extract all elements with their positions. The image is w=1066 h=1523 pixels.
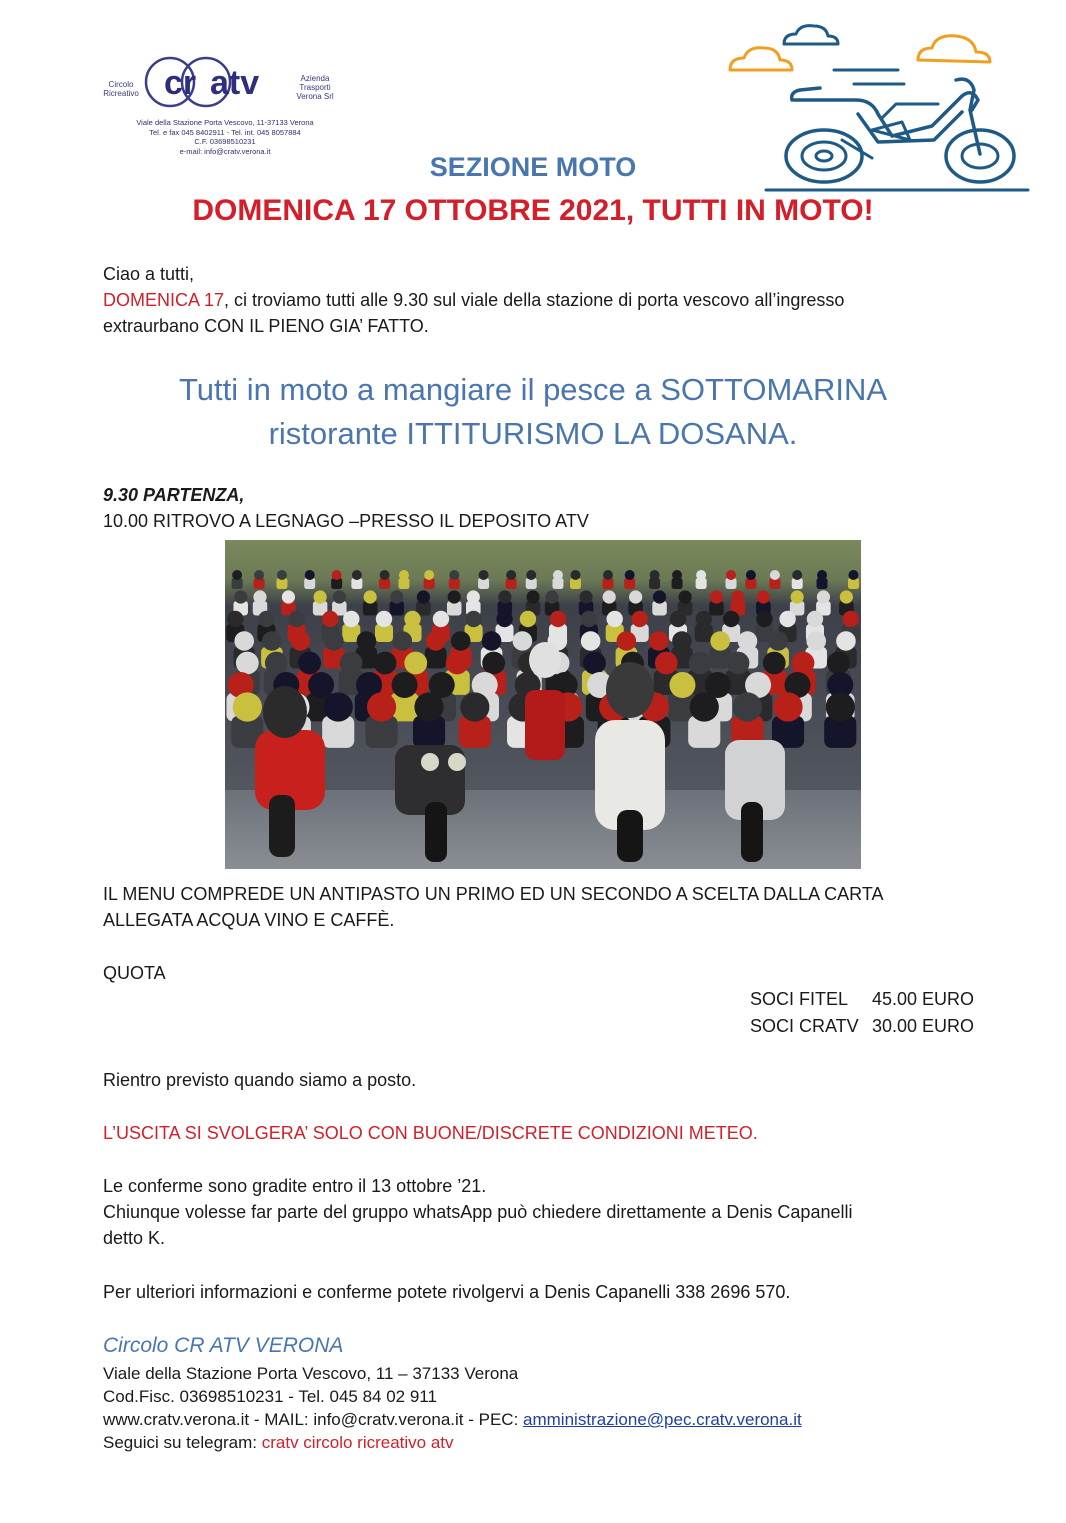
- rider-helmet: [227, 611, 243, 627]
- rider-helmet: [653, 590, 666, 603]
- rider-helmet: [417, 590, 430, 603]
- invite-block: [0, 368, 1066, 456]
- rider-helmet: [581, 631, 601, 651]
- rider-helmet: [669, 672, 695, 698]
- rider-helmet: [357, 631, 377, 651]
- rider-helmet: [308, 672, 334, 698]
- rider-helmet: [726, 570, 736, 580]
- rider-helmet: [367, 692, 396, 721]
- rider-helmet: [258, 611, 274, 627]
- rider-helmet: [526, 570, 536, 580]
- rider-helmet: [324, 692, 353, 721]
- rider-helmet: [426, 631, 446, 651]
- rider-helmet: [451, 631, 471, 651]
- rider-helmet: [496, 611, 512, 627]
- menu-line-1: IL MENU COMPREDE UN ANTIPASTO UN PRIMO ED UN SECONDO A SCELTA DALLA CARTA: [103, 884, 884, 904]
- rider-helmet: [482, 631, 502, 651]
- rider-helmet: [679, 590, 692, 603]
- rider-helmet: [629, 590, 642, 603]
- rider-helmet: [738, 631, 758, 651]
- rider-helmet: [352, 570, 362, 580]
- cratv-logo-mark: [144, 54, 294, 110]
- rider-helmet: [482, 652, 505, 675]
- rider-helmet: [446, 652, 469, 675]
- rider-helmet: [254, 570, 264, 580]
- rider-helmet: [236, 652, 259, 675]
- rider-helmet: [710, 631, 730, 651]
- rider-helmet: [842, 611, 858, 627]
- footer-address: Viale della Stazione Porta Vescovo, 11 – 37133 Verona: [103, 1364, 519, 1383]
- rider-helmet: [817, 590, 830, 603]
- rider-helmet: [340, 652, 363, 675]
- rider-helmet: [262, 631, 282, 651]
- info-line: Per ulteriori informazioni e conferme potete rivolgervi a Denis Capanelli 338 2696 570.: [103, 1282, 791, 1302]
- rider-helmet: [404, 611, 420, 627]
- rider-helmet: [655, 652, 678, 675]
- rider-helmet: [433, 611, 449, 627]
- logo-address-block: [100, 118, 350, 156]
- rider-helmet: [332, 570, 342, 580]
- quota-row-price: 45.00 EURO: [872, 989, 975, 1009]
- rider-helmet: [399, 570, 409, 580]
- rider-helmet: [817, 570, 827, 580]
- footer-codfisc: Cod.Fisc. 03698510231 - Tel. 045 84 02 911: [103, 1387, 437, 1406]
- rider-helmet: [253, 590, 266, 603]
- rider-helmet: [733, 692, 762, 721]
- rider-helmet: [723, 611, 739, 627]
- rider-helmet: [343, 611, 359, 627]
- rider-helmet: [282, 590, 295, 603]
- rider-helmet: [392, 672, 418, 698]
- telegram-channel-link[interactable]: cratv circolo ricreativo atv: [261, 1433, 454, 1452]
- rider-helmet: [731, 590, 744, 603]
- rider-helmet: [689, 652, 712, 675]
- rider-helmet: [305, 570, 315, 580]
- logo-word-trasporti: Trasporti: [299, 83, 331, 92]
- rider-helmet: [448, 590, 461, 603]
- rider-helmet: [333, 590, 346, 603]
- quota-row-who: SOCI FITEL: [750, 989, 849, 1009]
- menu-line-2: ALLEGATA ACQUA VINO E CAFFÈ.: [103, 910, 395, 930]
- rider-helmet: [553, 570, 563, 580]
- rider-helmet: [374, 652, 397, 675]
- rider-helmet: [520, 611, 536, 627]
- logo-mark-cr: cr: [164, 64, 197, 102]
- rider-helmet: [498, 590, 511, 603]
- rider-helmet: [603, 590, 616, 603]
- rider-helmet: [756, 611, 772, 627]
- rider-helmet: [836, 631, 856, 651]
- logo-cf-line: C.F. 03698510231: [194, 137, 256, 146]
- rider-helmet: [233, 692, 262, 721]
- rider-helmet: [727, 652, 750, 675]
- rider-helmet: [234, 631, 254, 651]
- telegram-label: Seguici su telegram:: [103, 1433, 262, 1452]
- rider-helmet: [827, 652, 850, 675]
- rider-helmet: [526, 590, 539, 603]
- rider-helmet: [826, 692, 855, 721]
- intro-line-1: [103, 287, 844, 313]
- section-title: SEZIONE MOTO: [429, 152, 637, 182]
- footer-web-mail: www.cratv.verona.it - MAIL: info@cratv.verona.it - PEC:: [103, 1410, 524, 1429]
- invite-line-1: Tutti in moto a mangiare il pesce a SOTTOMARINA: [178, 372, 888, 407]
- rider-helmet: [460, 692, 489, 721]
- rider-helmet: [479, 570, 489, 580]
- schedule-meeting: 10.00 RITROVO A LEGNAGO –PRESSO IL DEPOSITO ATV: [103, 511, 589, 531]
- rider-helmet: [579, 590, 592, 603]
- rider-helmet: [277, 570, 287, 580]
- intro-line-1-text: , ci troviamo tutti alle 9.30 sul viale della stazione di porta vescovo all’ingresso: [224, 290, 845, 310]
- rider-helmet: [806, 631, 826, 651]
- rider-helmet: [424, 570, 434, 580]
- rider-helmet: [792, 652, 815, 675]
- rider-helmet: [607, 611, 623, 627]
- rider-helmet: [390, 590, 403, 603]
- logo-email-line: e-mail: info@cratv.verona.it: [179, 146, 271, 156]
- rider-helmet: [670, 611, 686, 627]
- rider-helmet: [807, 611, 823, 627]
- rider-helmet: [696, 611, 712, 627]
- schedule-departure: 9.30 PARTENZA,: [103, 485, 245, 505]
- logo-word-azienda: Azienda: [300, 74, 330, 83]
- rider-helmet: [770, 570, 780, 580]
- rider-helmet: [232, 570, 242, 580]
- quota-row-who: SOCI CRATV: [750, 1016, 859, 1036]
- event-headline: DOMENICA 17 OTTOBRE 2021, TUTTI IN MOTO!: [192, 194, 874, 227]
- rider-helmet: [376, 611, 392, 627]
- quota-label: QUOTA: [103, 963, 166, 983]
- rider-helmet: [792, 570, 802, 580]
- quota-row-price: 30.00 EURO: [872, 1016, 975, 1036]
- rider-helmet: [649, 631, 669, 651]
- rider-helmet: [840, 590, 853, 603]
- rider-helmet: [690, 692, 719, 721]
- logo-word-verona-srl: Verona Srl: [296, 92, 334, 101]
- logo-word-circolo: Circolo: [108, 80, 134, 89]
- motorcycle-crowd-photo: [225, 540, 861, 869]
- rider-helmet: [506, 570, 516, 580]
- logo-right-words: [290, 74, 340, 101]
- footer-contacts: [103, 1408, 802, 1431]
- rider-helmet: [234, 590, 247, 603]
- logo-phone-line: Tel. e fax 045 8402911 - Tel. int. 045 8057884: [149, 127, 301, 137]
- rider-helmet: [404, 652, 427, 675]
- rider-helmet: [581, 611, 597, 627]
- rider-helmet: [848, 570, 858, 580]
- logo-mark-atv: atv: [210, 64, 260, 102]
- rider-helmet: [625, 570, 635, 580]
- rider-helmet: [779, 611, 795, 627]
- intro-line-2: extraurbano CON IL PIENO GIA’ FATTO.: [103, 316, 429, 336]
- rider-helmet: [757, 590, 770, 603]
- intro-date-highlight: DOMENICA 17: [103, 290, 225, 310]
- rider-helmet: [322, 611, 338, 627]
- confirm-line-3: detto K.: [103, 1228, 166, 1248]
- rider-helmet: [467, 590, 480, 603]
- rider-helmet: [603, 570, 613, 580]
- rider-helmet: [513, 631, 533, 651]
- logo-word-ricreativo: Ricreativo: [103, 89, 139, 98]
- rider-helmet: [631, 611, 647, 627]
- rider-helmet: [672, 570, 682, 580]
- footer-title: Circolo CR ATV VERONA: [103, 1334, 344, 1357]
- rider-helmet: [449, 570, 459, 580]
- rider-helmet: [393, 631, 413, 651]
- rider-helmet: [763, 652, 786, 675]
- rider-helmet: [291, 631, 311, 651]
- rider-helmet: [265, 652, 288, 675]
- greeting: Ciao a tutti,: [103, 264, 195, 284]
- rider-helmet: [364, 590, 377, 603]
- pec-email-link[interactable]: amministrazione@pec.cratv.verona.it: [523, 1410, 802, 1429]
- logo-left-words: [100, 80, 142, 98]
- rider-helmet: [791, 590, 804, 603]
- rider-helmet: [550, 611, 566, 627]
- weather-warning: L’USCITA SI SVOLGERA’ SOLO CON BUONE/DISCRETE CONDIZIONI METEO.: [103, 1123, 758, 1143]
- logo-address-line: Viale della Stazione Porta Vescovo, 11-37133 Verona: [136, 118, 314, 127]
- confirm-line-2: Chiunque volesse far parte del gruppo whatsApp può chiedere direttamente a Denis Capanelli: [103, 1202, 853, 1222]
- rider-helmet: [465, 611, 481, 627]
- rider-helmet: [696, 570, 706, 580]
- rider-helmet: [710, 590, 723, 603]
- rider-helmet: [314, 590, 327, 603]
- rider-helmet: [672, 631, 692, 651]
- confirm-line-1: Le conferme sono gradite entro il 13 ottobre ’21.: [103, 1176, 487, 1196]
- rider-helmet: [545, 590, 558, 603]
- footer-telegram: [103, 1431, 454, 1454]
- rider-helmet: [768, 631, 788, 651]
- invite-line-2: ristorante ITTITURISMO LA DOSANA.: [268, 416, 798, 451]
- rider-helmet: [650, 570, 660, 580]
- rider-helmet: [298, 652, 321, 675]
- rider-helmet: [773, 692, 802, 721]
- rider-helmet: [746, 570, 756, 580]
- rider-helmet: [617, 631, 637, 651]
- return-note: Rientro previsto quando siamo a posto.: [103, 1070, 417, 1090]
- rider-helmet: [380, 570, 390, 580]
- rider-helmet: [414, 692, 443, 721]
- rider-helmet: [288, 611, 304, 627]
- rider-helmet: [324, 631, 344, 651]
- rider-helmet: [583, 652, 606, 675]
- rider-helmet: [570, 570, 580, 580]
